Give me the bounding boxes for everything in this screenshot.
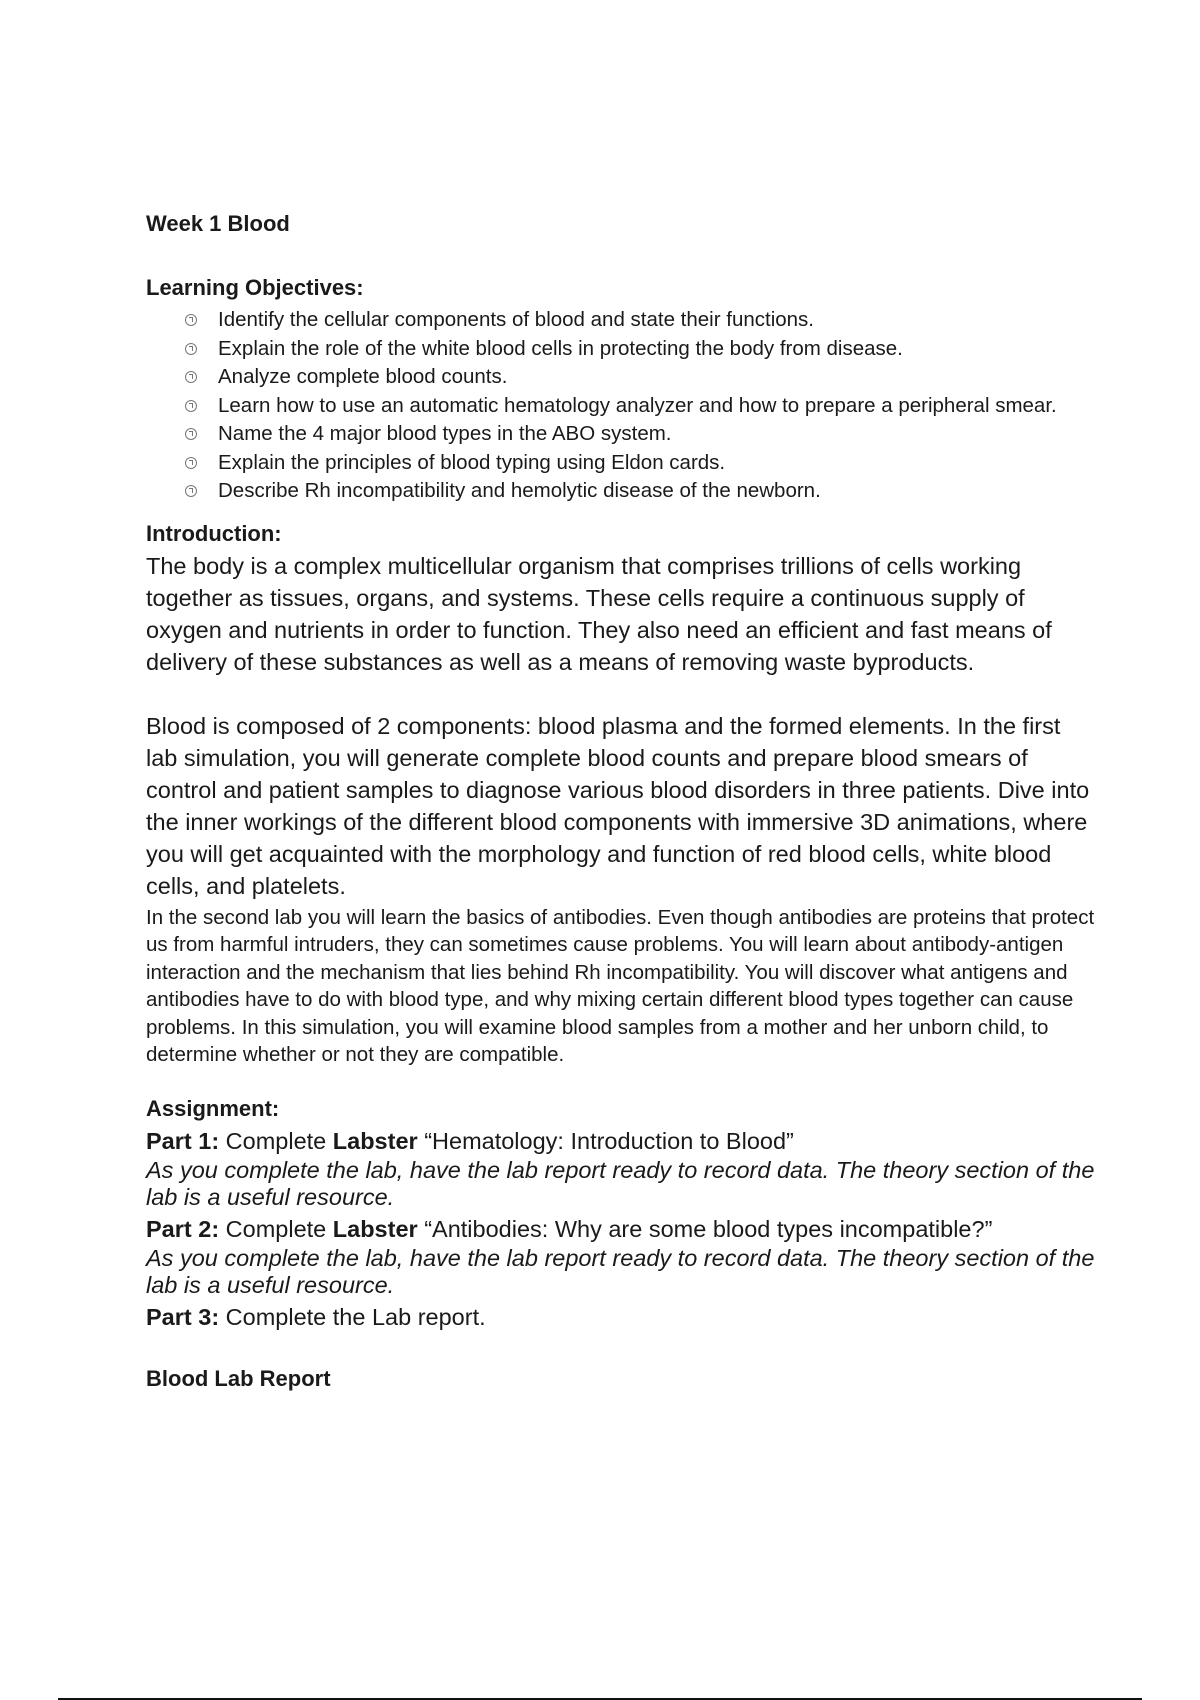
intro-paragraph-2: Blood is composed of 2 components: blood plasma and the formed elements. In the first lab simulation, you will generate complete blood counts and prepare blood smears of control and patient samples to diagnose various blood disorders in three patients. Dive into the inner workings of the different blood components with immersive 3D animations, where you will get acquainted with the morphology and function of red blood cells, white blood cells, and platelets. — [146, 712, 1090, 899]
part-2-line: Part 2: Complete Labster “Antibodies: Why are some blood types incompatible?” — [146, 1215, 993, 1242]
circled-clock-bullet-icon — [185, 485, 197, 497]
circled-clock-bullet-icon — [185, 428, 197, 440]
circled-clock-bullet-icon — [185, 457, 197, 469]
circled-clock-bullet-icon — [185, 314, 197, 326]
objective-item: Explain the role of the white blood cells in protecting the body from disease. — [146, 335, 1096, 364]
objective-item: Describe Rh incompatibility and hemolytic disease of the newborn. — [146, 477, 1096, 506]
circled-clock-bullet-icon — [185, 343, 197, 355]
circled-clock-bullet-icon — [185, 371, 197, 383]
part-2-note: As you complete the lab, have the lab report ready to record data. The theory section of the lab is a useful resource. — [146, 1244, 1095, 1298]
learning-objectives-list — [146, 306, 1096, 506]
objective-item: Explain the principles of blood typing using Eldon cards. — [146, 449, 1096, 478]
intro-paragraph-3: In the second lab you will learn the basics of antibodies. Even though antibodies are proteins that protect us from harmful intruders, they can sometimes cause problems. You will learn about antibody-antigen interaction and the mechanism that lies behind Rh incompatibility. You will discover what antigens and antibodies have to do with blood type, and why mixing certain different blood types together can cause problems. In this simulation, you will examine blood samples from a mother and her unborn child, to determine whether or not they are compatible. — [146, 905, 1095, 1066]
document-page — [146, 210, 1096, 1393]
page-title: Week 1 Blood — [146, 211, 290, 236]
objective-item: Name the 4 major blood types in the ABO system. — [146, 420, 1096, 449]
objective-item: Learn how to use an automatic hematology analyzer and how to prepare a peripheral smear. — [146, 392, 1096, 421]
part-3-line: Part 3: Complete the Lab report. — [146, 1303, 486, 1330]
intro-paragraph-1: The body is a complex multicellular organism that comprises trillions of cells working together as tissues, organs, and systems. These cells require a continuous supply of oxygen and nutrients in order to function. They also need an efficient and fast means of delivery of these substances as well as a means of removing waste byproducts. — [146, 552, 1052, 675]
learning-objectives-heading: Learning Objectives: — [146, 275, 364, 300]
part-1-line: Part 1: Complete Labster “Hematology: Introduction to Blood” — [146, 1127, 794, 1154]
part-1-note: As you complete the lab, have the lab report ready to record data. The theory section of the lab is a useful resource. — [146, 1156, 1095, 1210]
objective-item: Analyze complete blood counts. — [146, 363, 1096, 392]
objective-item: Identify the cellular components of blood and state their functions. — [146, 306, 1096, 335]
introduction-heading: Introduction: — [146, 520, 282, 546]
assignment-heading: Assignment: — [146, 1095, 280, 1121]
blood-lab-report-heading: Blood Lab Report — [146, 1365, 331, 1391]
circled-clock-bullet-icon — [185, 400, 197, 412]
